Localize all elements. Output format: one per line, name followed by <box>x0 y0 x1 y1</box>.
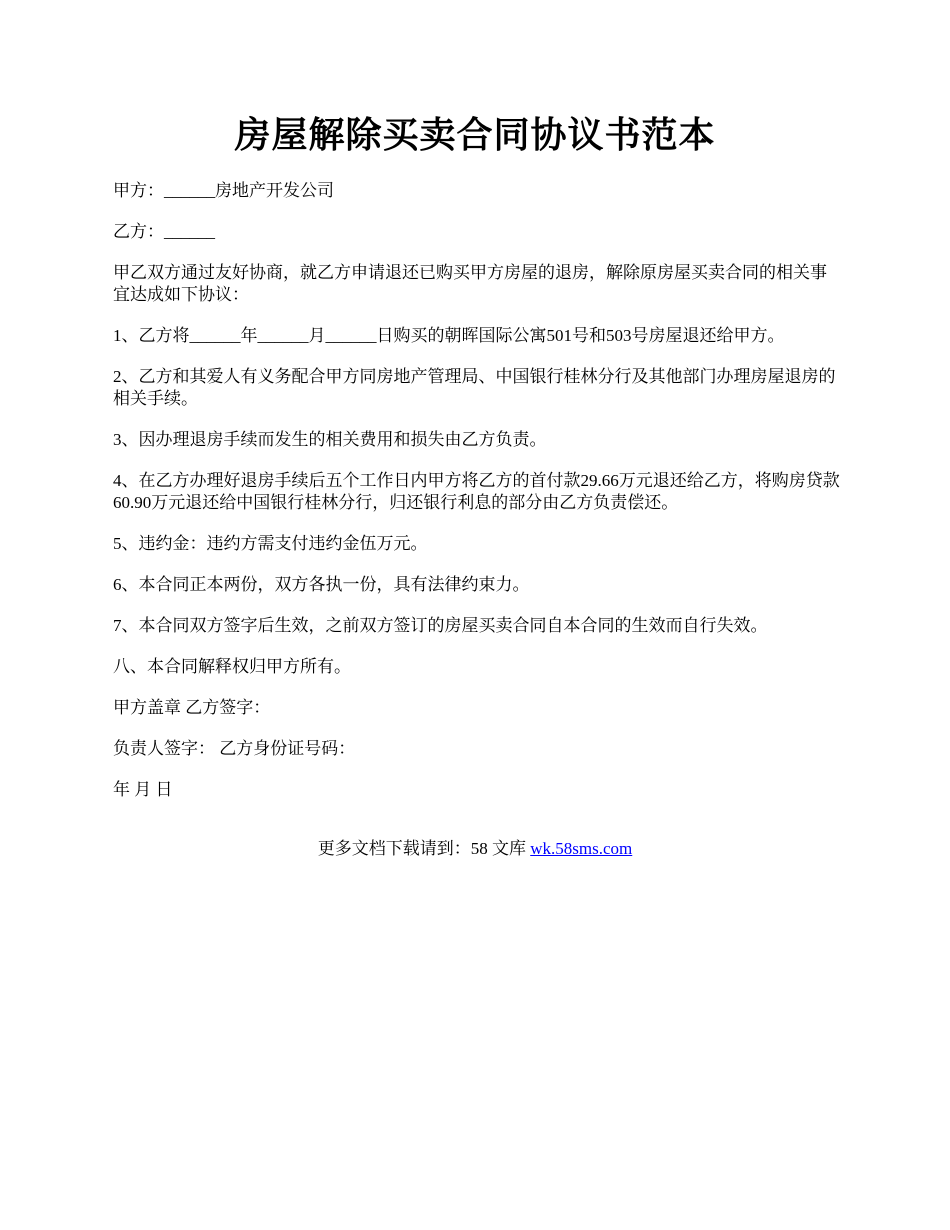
document-body <box>113 180 843 820</box>
intro-paragraph: 甲乙双方通过友好协商，就乙方申请退还已购买甲方房屋的退房，解除原房屋买卖合同的相关事宜达成如下协议： <box>113 263 827 304</box>
party-b-line: 乙方：______ <box>113 222 215 241</box>
clause-2: 2、乙方和其爱人有义务配合甲方同房地产管理局、中国银行桂林分行及其他部门办理房屋退房的相关手续。 <box>113 367 836 408</box>
page-title: 房屋解除买卖合同协议书范本 <box>234 115 716 155</box>
footer-link[interactable]: wk.58sms.com <box>530 839 633 858</box>
clause-7: 7、本合同双方签字后生效，之前双方签订的房屋买卖合同自本合同的生效而自行失效。 <box>113 616 768 635</box>
clause-1: 1、乙方将______年______月______日购买的朝晖国际公寓501号和503号房屋退还给甲方。 <box>113 326 785 345</box>
date-line: 年 月 日 <box>113 780 173 799</box>
signature-line: 甲方盖章 乙方签字： <box>113 698 271 717</box>
responsible-signature-line: 负责人签字： 乙方身份证号码： <box>113 739 356 758</box>
clause-6: 6、本合同正本两份，双方各执一份，具有法律约束力。 <box>113 575 530 594</box>
clause-8: 八、本合同解释权归甲方所有。 <box>113 657 351 676</box>
party-a-line: 甲方：______房地产开发公司 <box>113 181 334 200</box>
clause-5: 5、违约金：违约方需支付违约金伍万元。 <box>113 534 428 553</box>
footer <box>0 838 950 860</box>
footer-prefix: 更多文档下载请到：58 文库 <box>317 839 531 858</box>
clause-3: 3、因办理退房手续而发生的相关费用和损失由乙方负责。 <box>113 430 547 449</box>
clause-4: 4、在乙方办理好退房手续后五个工作日内甲方将乙方的首付款29.66万元退还给乙方，将购房贷款60.90万元退还给中国银行桂林分行，归还银行利息的部分由乙方负责偿还。 <box>113 471 840 512</box>
